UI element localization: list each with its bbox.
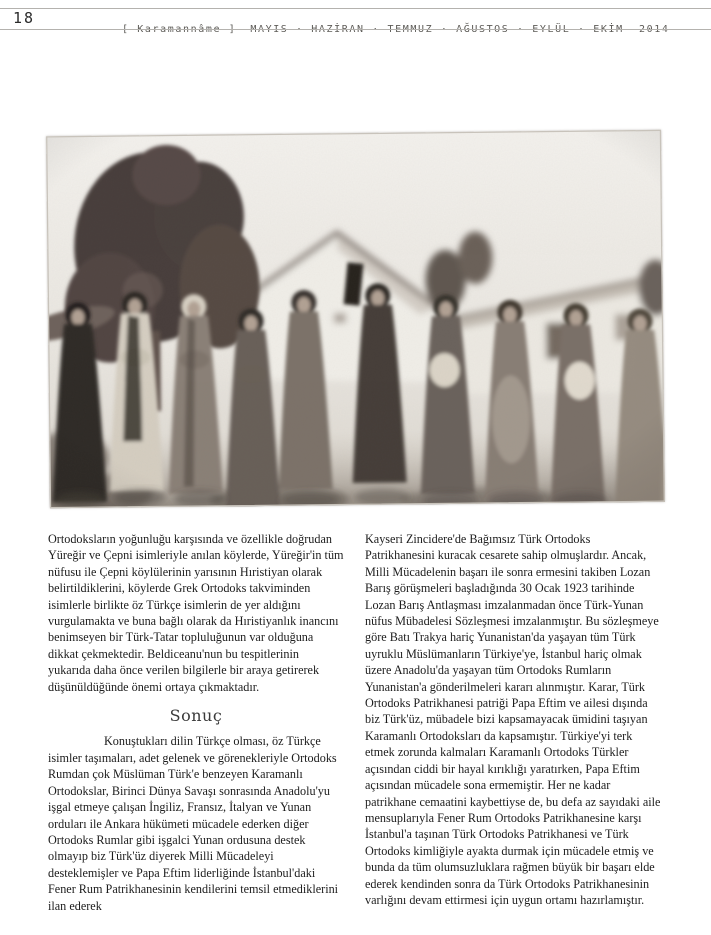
left-column [48, 531, 344, 914]
page-number: 18 [13, 9, 36, 27]
historical-photograph [46, 130, 665, 508]
journal-title: [ Karamannâme ] [122, 24, 237, 35]
right-column [365, 531, 663, 914]
issue-months: MAYIS · HAZİRAN · TEMMUZ · AĞUSTOS · EYLÜL · EKİM 2014 [250, 24, 670, 35]
paragraph-conclusion-start: Konuştukları dilin Türkçe olması, öz Türkçe isimler taşımaları, adet gelenek ve görenekleriyle Ortodoks Rumdan çok Müslüman Türk'e benzeyen Karamanlı Ortodokslar, Birinci Dünya Savaşı sonrasında Anadolu'yu işgal etmeye çalışan İngiliz, Fransız, İtalyan ve Yunan orduları ile Ankara hükümeti mücadele ederken diğer Ortodoks Rumlar gibi işgalci Yunan ordusuna destek olmayıp biz Türk'üz diyerek Milli Mücadeleyi desteklemişler ve Papa Eftim liderliğinde İstanbul'daki Fener Rum Patrikhanesinin kendilerini temsil etmediklerini ilan ederek [48, 734, 339, 913]
article-body [48, 531, 663, 914]
section-heading-sonuc: Sonuç [169, 706, 223, 726]
photo-illustration [46, 130, 665, 508]
paragraph-conclusion-continued: Kayseri Zincidere'de Bağımsız Türk Ortodoks Patrikhanesini kuracak cesarete sahip olmuşlardır. Ancak, Milli Mücadelenin başarı ile sonra ermesini takiben Lozan Barış görüşmeleri başladığında 30 Ocak 1923 tarihinde Lozan Barış Antlaşması imzalanmadan önce Türk-Yunan nüfus Mübadelesi Sözleşmesi imzalanmıştır. Bu sözleşmeye göre Batı Trakya hariç Yunanistan'da yaşayan tüm Türk uyruklu Müslümanların Türkiye'ye, İstanbul hariç olmak üzere Anadolu'da yaşayan tüm Ortodoks Rumların Yunanistan'a gönderilmeleri kararı alınmıştır. Karar, Türk Ortodoks Patrikhanesi patriği Papa Eftim ve ailesi dışında biz Türk'üz, mübadele bizi kapsamayacak ümidini taşıyan Karamanlı Ortodoksları da kapsamıştır. Türkiye'yi terk etmek zorunda kalmaları Karamanlı Ortodoks Türkler açısından ciddi bir hayal kırıklığı yaratırken, Papa Eftim açısından mücadele sona ermemiştir. Her ne kadar patrikhane cemaatini kaybettiyse de, bu defa az sayıdaki aile mensuplarıyla Fener Rum Ortodoks Patrikhanesine karşı İstanbul'a taşınan Türk Ortodoks Patrikhanesi ve Türk Ortodoks kimliğiyle ayakta durmak için mücadele etmiş ve bunda da tüm olumsuzluklara rağmen büyük bir başarı elde ederek kendinden sonra da Türk Ortodoks Patrikhanesinin varlığını devam ettirmesi için uygun ortamı hazırlamıştır. [365, 532, 661, 907]
header-rule-top [0, 8, 711, 9]
header-rule-bottom [0, 29, 711, 30]
paragraph-observations: Ortodoksların yoğunluğu karşısında ve özellikle doğrudan Yüreğir ve Çepni isimleriyle anılan köylerde, Yüreğir'in tüm nüfusu ile Çepni köylülerinin yarısının Hıristiyan olarak belirtildiklerini, köylerde Grek Ortodoks takviminden isimlerle birlikte öz Türkçe isimlerin de yer aldığını vurgulamakta ve buna bağlı olarak da Hıristiyanlık inancını benimseyen bir Türk-Tatar topluluğunun var olduğuna dikkat çekmektedir. Beldiceanu'nun bu tespitlerinin yukarıda daha önce verilen bilgilerle bir araya getirerek düşünüldüğünde önemi ortaya çıkmaktadır. [48, 532, 344, 694]
photo-grain [46, 130, 665, 508]
